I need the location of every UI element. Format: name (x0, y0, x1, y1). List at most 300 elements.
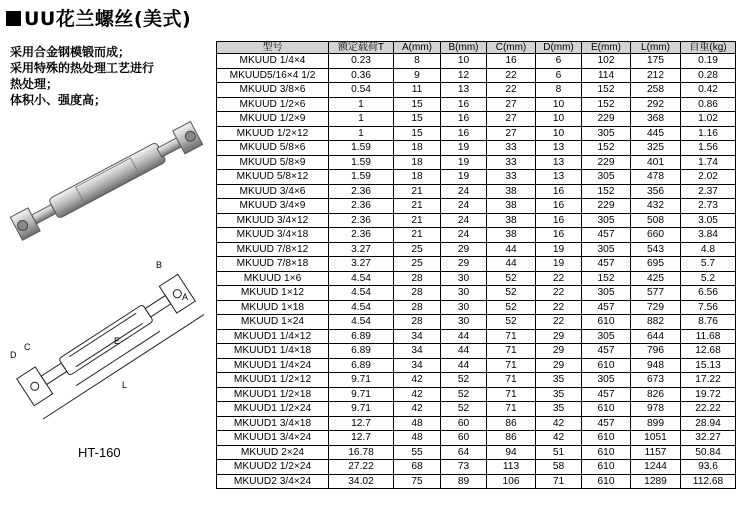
table-row (217, 271, 736, 286)
turnbuckle-photo (6, 110, 211, 245)
cell-e: 152 (582, 83, 631, 98)
cell-l: 948 (631, 358, 681, 373)
table-row (217, 402, 736, 417)
cell-b: 30 (441, 315, 487, 330)
square-bullet-icon (6, 11, 21, 26)
header-l: L(mm) (631, 42, 681, 54)
cell-weight: 1.16 (681, 126, 736, 141)
table-row (217, 300, 736, 315)
table-row (217, 141, 736, 156)
header-a: A(mm) (394, 42, 441, 54)
cell-model: MKUUD1 1/4×18 (217, 344, 329, 359)
cell-a: 34 (394, 344, 441, 359)
cell-rated-load: 1.59 (329, 170, 394, 185)
cell-d: 35 (536, 373, 582, 388)
cell-rated-load: 9.71 (329, 402, 394, 417)
description-line: 采用特殊的热处理工艺进行 (10, 61, 155, 75)
table-row (217, 373, 736, 388)
cell-b: 64 (441, 445, 487, 460)
cell-e: 610 (582, 431, 631, 446)
cell-weight: 5.7 (681, 257, 736, 272)
table-row (217, 242, 736, 257)
cell-model: MKUUD 5/8×12 (217, 170, 329, 185)
cell-l: 325 (631, 141, 681, 156)
cell-d: 71 (536, 474, 582, 489)
cell-l: 1244 (631, 460, 681, 475)
cell-b: 19 (441, 155, 487, 170)
cell-e: 152 (582, 271, 631, 286)
cell-l: 432 (631, 199, 681, 214)
cell-a: 11 (394, 83, 441, 98)
cell-weight: 2.02 (681, 170, 736, 185)
cell-l: 1289 (631, 474, 681, 489)
cell-e: 610 (582, 358, 631, 373)
cell-b: 13 (441, 83, 487, 98)
cell-c: 86 (487, 431, 536, 446)
cell-b: 52 (441, 402, 487, 417)
cell-c: 71 (487, 358, 536, 373)
cell-c: 38 (487, 199, 536, 214)
cell-rated-load: 4.54 (329, 300, 394, 315)
cell-a: 68 (394, 460, 441, 475)
cell-weight: 0.86 (681, 97, 736, 112)
cell-c: 71 (487, 387, 536, 402)
cell-c: 71 (487, 402, 536, 417)
cell-a: 42 (394, 387, 441, 402)
dimension-label-a: A (182, 292, 189, 302)
cell-model: MKUUD 1/4×4 (217, 54, 329, 69)
cell-d: 22 (536, 286, 582, 301)
cell-d: 42 (536, 431, 582, 446)
cell-d: 35 (536, 387, 582, 402)
cell-e: 610 (582, 402, 631, 417)
cell-weight: 0.19 (681, 54, 736, 69)
cell-c: 44 (487, 257, 536, 272)
cell-a: 42 (394, 373, 441, 388)
page-title (6, 4, 191, 31)
cell-c: 113 (487, 460, 536, 475)
cell-model: MKUUD1 1/2×18 (217, 387, 329, 402)
cell-weight: 8.76 (681, 315, 736, 330)
cell-e: 610 (582, 474, 631, 489)
cell-b: 19 (441, 170, 487, 185)
cell-e: 305 (582, 170, 631, 185)
cell-c: 106 (487, 474, 536, 489)
cell-a: 15 (394, 97, 441, 112)
header-weight: 自重(kg) (681, 42, 736, 54)
cell-model: MKUUD 3/4×18 (217, 228, 329, 243)
cell-b: 10 (441, 54, 487, 69)
table-row (217, 54, 736, 69)
table-row (217, 68, 736, 83)
dimension-label-c: C (24, 342, 31, 352)
cell-a: 8 (394, 54, 441, 69)
table-row (217, 170, 736, 185)
cell-c: 44 (487, 242, 536, 257)
cell-l: 796 (631, 344, 681, 359)
cell-b: 30 (441, 286, 487, 301)
cell-e: 152 (582, 97, 631, 112)
cell-b: 19 (441, 141, 487, 156)
cell-b: 44 (441, 329, 487, 344)
cell-weight: 11.68 (681, 329, 736, 344)
specification-table (216, 41, 736, 489)
cell-model: MKUUD1 3/4×24 (217, 431, 329, 446)
cell-model: MKUUD1 1/2×24 (217, 402, 329, 417)
cell-model: MKUUD 1×12 (217, 286, 329, 301)
dimension-label-d: D (10, 350, 17, 360)
cell-l: 577 (631, 286, 681, 301)
table-row (217, 358, 736, 373)
turnbuckle-dimension-drawing (6, 250, 211, 425)
cell-d: 16 (536, 199, 582, 214)
cell-l: 175 (631, 54, 681, 69)
cell-l: 978 (631, 402, 681, 417)
cell-rated-load: 3.27 (329, 257, 394, 272)
cell-d: 58 (536, 460, 582, 475)
cell-l: 899 (631, 416, 681, 431)
cell-d: 10 (536, 112, 582, 127)
cell-model: MKUUD1 1/2×12 (217, 373, 329, 388)
cell-weight: 32.27 (681, 431, 736, 446)
cell-d: 42 (536, 416, 582, 431)
header-d: D(mm) (536, 42, 582, 54)
cell-l: 729 (631, 300, 681, 315)
cell-weight: 2.73 (681, 199, 736, 214)
cell-b: 44 (441, 358, 487, 373)
cell-a: 48 (394, 431, 441, 446)
cell-weight: 1.74 (681, 155, 736, 170)
cell-d: 19 (536, 242, 582, 257)
cell-a: 42 (394, 402, 441, 417)
cell-weight: 6.56 (681, 286, 736, 301)
cell-d: 22 (536, 271, 582, 286)
cell-weight: 1.56 (681, 141, 736, 156)
cell-weight: 5.2 (681, 271, 736, 286)
cell-weight: 112.68 (681, 474, 736, 489)
cell-model: MKUUD 7/8×12 (217, 242, 329, 257)
cell-c: 52 (487, 286, 536, 301)
cell-e: 305 (582, 126, 631, 141)
cell-d: 13 (536, 141, 582, 156)
cell-l: 478 (631, 170, 681, 185)
cell-b: 73 (441, 460, 487, 475)
cell-l: 882 (631, 315, 681, 330)
cell-b: 29 (441, 257, 487, 272)
cell-b: 44 (441, 344, 487, 359)
table-row (217, 387, 736, 402)
cell-e: 610 (582, 445, 631, 460)
cell-model: MKUUD2 3/4×24 (217, 474, 329, 489)
cell-rated-load: 16.78 (329, 445, 394, 460)
cell-rated-load: 2.36 (329, 213, 394, 228)
cell-d: 29 (536, 329, 582, 344)
cell-b: 29 (441, 242, 487, 257)
cell-weight: 7.56 (681, 300, 736, 315)
cell-c: 71 (487, 344, 536, 359)
cell-c: 27 (487, 112, 536, 127)
cell-rated-load: 6.89 (329, 344, 394, 359)
cell-b: 60 (441, 431, 487, 446)
cell-c: 33 (487, 170, 536, 185)
cell-model: MKUUD 1×6 (217, 271, 329, 286)
cell-d: 16 (536, 228, 582, 243)
cell-model: MKUUD1 1/4×12 (217, 329, 329, 344)
table-row (217, 286, 736, 301)
cell-e: 229 (582, 112, 631, 127)
cell-a: 21 (394, 228, 441, 243)
header-e: E(mm) (582, 42, 631, 54)
cell-rated-load: 1.59 (329, 155, 394, 170)
cell-l: 425 (631, 271, 681, 286)
cell-rated-load: 34.02 (329, 474, 394, 489)
cell-a: 21 (394, 213, 441, 228)
cell-d: 29 (536, 344, 582, 359)
cell-weight: 15.13 (681, 358, 736, 373)
description-line: 体积小、强度高； (10, 93, 107, 107)
cell-rated-load: 4.54 (329, 271, 394, 286)
cell-e: 305 (582, 213, 631, 228)
cell-c: 86 (487, 416, 536, 431)
cell-a: 18 (394, 141, 441, 156)
cell-d: 13 (536, 155, 582, 170)
cell-rated-load: 4.54 (329, 315, 394, 330)
cell-rated-load: 9.71 (329, 373, 394, 388)
cell-model: MKUUD1 1/4×24 (217, 358, 329, 373)
cell-c: 27 (487, 126, 536, 141)
cell-b: 16 (441, 112, 487, 127)
cell-weight: 3.05 (681, 213, 736, 228)
cell-weight: 3.84 (681, 228, 736, 243)
header-row (217, 42, 736, 54)
table-row (217, 344, 736, 359)
cell-b: 16 (441, 97, 487, 112)
cell-a: 55 (394, 445, 441, 460)
cell-d: 51 (536, 445, 582, 460)
cell-weight: 17.22 (681, 373, 736, 388)
cell-b: 24 (441, 199, 487, 214)
table-row (217, 199, 736, 214)
cell-weight: 0.28 (681, 68, 736, 83)
cell-b: 12 (441, 68, 487, 83)
cell-a: 21 (394, 184, 441, 199)
description-line: 热处理； (10, 77, 59, 91)
cell-weight: 0.42 (681, 83, 736, 98)
table-row (217, 184, 736, 199)
cell-rated-load: 6.89 (329, 358, 394, 373)
cell-l: 508 (631, 213, 681, 228)
table-row (217, 97, 736, 112)
cell-rated-load: 2.36 (329, 199, 394, 214)
cell-rated-load: 4.54 (329, 286, 394, 301)
cell-a: 25 (394, 257, 441, 272)
header-model: 型号 (217, 42, 329, 54)
cell-l: 212 (631, 68, 681, 83)
cell-a: 15 (394, 126, 441, 141)
cell-d: 29 (536, 358, 582, 373)
cell-d: 10 (536, 126, 582, 141)
cell-weight: 19.72 (681, 387, 736, 402)
cell-rated-load: 3.27 (329, 242, 394, 257)
cell-e: 229 (582, 199, 631, 214)
table-row (217, 112, 736, 127)
cell-d: 19 (536, 257, 582, 272)
cell-c: 27 (487, 97, 536, 112)
cell-c: 16 (487, 54, 536, 69)
cell-e: 114 (582, 68, 631, 83)
cell-e: 610 (582, 460, 631, 475)
cell-model: MKUUD 3/4×12 (217, 213, 329, 228)
table-row (217, 213, 736, 228)
cell-e: 457 (582, 416, 631, 431)
cell-l: 258 (631, 83, 681, 98)
cell-c: 52 (487, 315, 536, 330)
cell-a: 18 (394, 170, 441, 185)
cell-rated-load: 12.7 (329, 416, 394, 431)
product-description (10, 44, 215, 108)
cell-l: 356 (631, 184, 681, 199)
cell-c: 38 (487, 184, 536, 199)
cell-rated-load: 1 (329, 112, 394, 127)
table-row (217, 431, 736, 446)
cell-rated-load: 27.22 (329, 460, 394, 475)
header-b: B(mm) (441, 42, 487, 54)
cell-d: 8 (536, 83, 582, 98)
cell-c: 33 (487, 155, 536, 170)
cell-b: 30 (441, 300, 487, 315)
cell-a: 34 (394, 329, 441, 344)
dimension-label-l: L (122, 380, 128, 390)
cell-rated-load: 1 (329, 97, 394, 112)
dimension-label-b: B (156, 260, 163, 270)
cell-c: 71 (487, 329, 536, 344)
table-row (217, 257, 736, 272)
cell-rated-load: 9.71 (329, 387, 394, 402)
cell-weight: 12.68 (681, 344, 736, 359)
cell-model: MKUUD 1×18 (217, 300, 329, 315)
cell-a: 34 (394, 358, 441, 373)
cell-rated-load: 6.89 (329, 329, 394, 344)
cell-c: 38 (487, 213, 536, 228)
cell-d: 22 (536, 300, 582, 315)
cell-l: 292 (631, 97, 681, 112)
cell-l: 695 (631, 257, 681, 272)
cell-c: 22 (487, 68, 536, 83)
cell-model: MKUUD 5/8×9 (217, 155, 329, 170)
description-line: 采用合金钢模锻而成； (10, 45, 131, 59)
cell-l: 673 (631, 373, 681, 388)
cell-e: 457 (582, 387, 631, 402)
table-row (217, 228, 736, 243)
cell-l: 660 (631, 228, 681, 243)
cell-c: 52 (487, 300, 536, 315)
cell-b: 30 (441, 271, 487, 286)
cell-model: MKUUD2 1/2×24 (217, 460, 329, 475)
cell-b: 52 (441, 387, 487, 402)
cell-a: 15 (394, 112, 441, 127)
cell-model: MKUUD5/16×4 1/2 (217, 68, 329, 83)
cell-l: 401 (631, 155, 681, 170)
table-header (217, 42, 736, 54)
cell-model: MKUUD 2×24 (217, 445, 329, 460)
cell-c: 71 (487, 373, 536, 388)
cell-d: 35 (536, 402, 582, 417)
cell-l: 445 (631, 126, 681, 141)
cell-rated-load: 12.7 (329, 431, 394, 446)
dimension-label-e: E (114, 336, 121, 346)
cell-c: 94 (487, 445, 536, 460)
cell-l: 1051 (631, 431, 681, 446)
cell-a: 25 (394, 242, 441, 257)
cell-rated-load: 0.23 (329, 54, 394, 69)
cell-l: 644 (631, 329, 681, 344)
cell-e: 152 (582, 184, 631, 199)
cell-model: MKUUD1 3/4×18 (217, 416, 329, 431)
cell-weight: 28.94 (681, 416, 736, 431)
cell-l: 543 (631, 242, 681, 257)
cell-d: 16 (536, 184, 582, 199)
table-row (217, 329, 736, 344)
cell-model: MKUUD 1/2×12 (217, 126, 329, 141)
cell-rated-load: 0.54 (329, 83, 394, 98)
cell-b: 60 (441, 416, 487, 431)
cell-b: 24 (441, 213, 487, 228)
cell-a: 28 (394, 300, 441, 315)
cell-model: MKUUD 7/8×18 (217, 257, 329, 272)
cell-a: 28 (394, 315, 441, 330)
cell-d: 10 (536, 97, 582, 112)
cell-rated-load: 0.36 (329, 68, 394, 83)
cell-c: 52 (487, 271, 536, 286)
drawing-caption: HT-160 (78, 445, 121, 460)
cell-d: 22 (536, 315, 582, 330)
table-row (217, 460, 736, 475)
table-body (217, 54, 736, 489)
cell-rated-load: 1 (329, 126, 394, 141)
cell-a: 21 (394, 199, 441, 214)
cell-b: 89 (441, 474, 487, 489)
cell-l: 826 (631, 387, 681, 402)
cell-d: 16 (536, 213, 582, 228)
cell-d: 6 (536, 68, 582, 83)
cell-a: 28 (394, 286, 441, 301)
header-rated-load: 额定载荷T (329, 42, 394, 54)
cell-b: 24 (441, 228, 487, 243)
table-row (217, 126, 736, 141)
cell-rated-load: 2.36 (329, 184, 394, 199)
cell-b: 24 (441, 184, 487, 199)
cell-e: 305 (582, 242, 631, 257)
cell-c: 33 (487, 141, 536, 156)
cell-e: 102 (582, 54, 631, 69)
header-c: C(mm) (487, 42, 536, 54)
cell-weight: 22.22 (681, 402, 736, 417)
cell-e: 305 (582, 286, 631, 301)
cell-l: 1157 (631, 445, 681, 460)
cell-e: 457 (582, 300, 631, 315)
table-row (217, 474, 736, 489)
cell-a: 48 (394, 416, 441, 431)
cell-e: 152 (582, 141, 631, 156)
cell-model: MKUUD 5/8×6 (217, 141, 329, 156)
page-title-text: UU花兰螺丝(美式) (24, 8, 192, 30)
table-row (217, 445, 736, 460)
cell-a: 28 (394, 271, 441, 286)
cell-e: 457 (582, 228, 631, 243)
cell-e: 229 (582, 155, 631, 170)
cell-e: 305 (582, 373, 631, 388)
cell-e: 457 (582, 344, 631, 359)
